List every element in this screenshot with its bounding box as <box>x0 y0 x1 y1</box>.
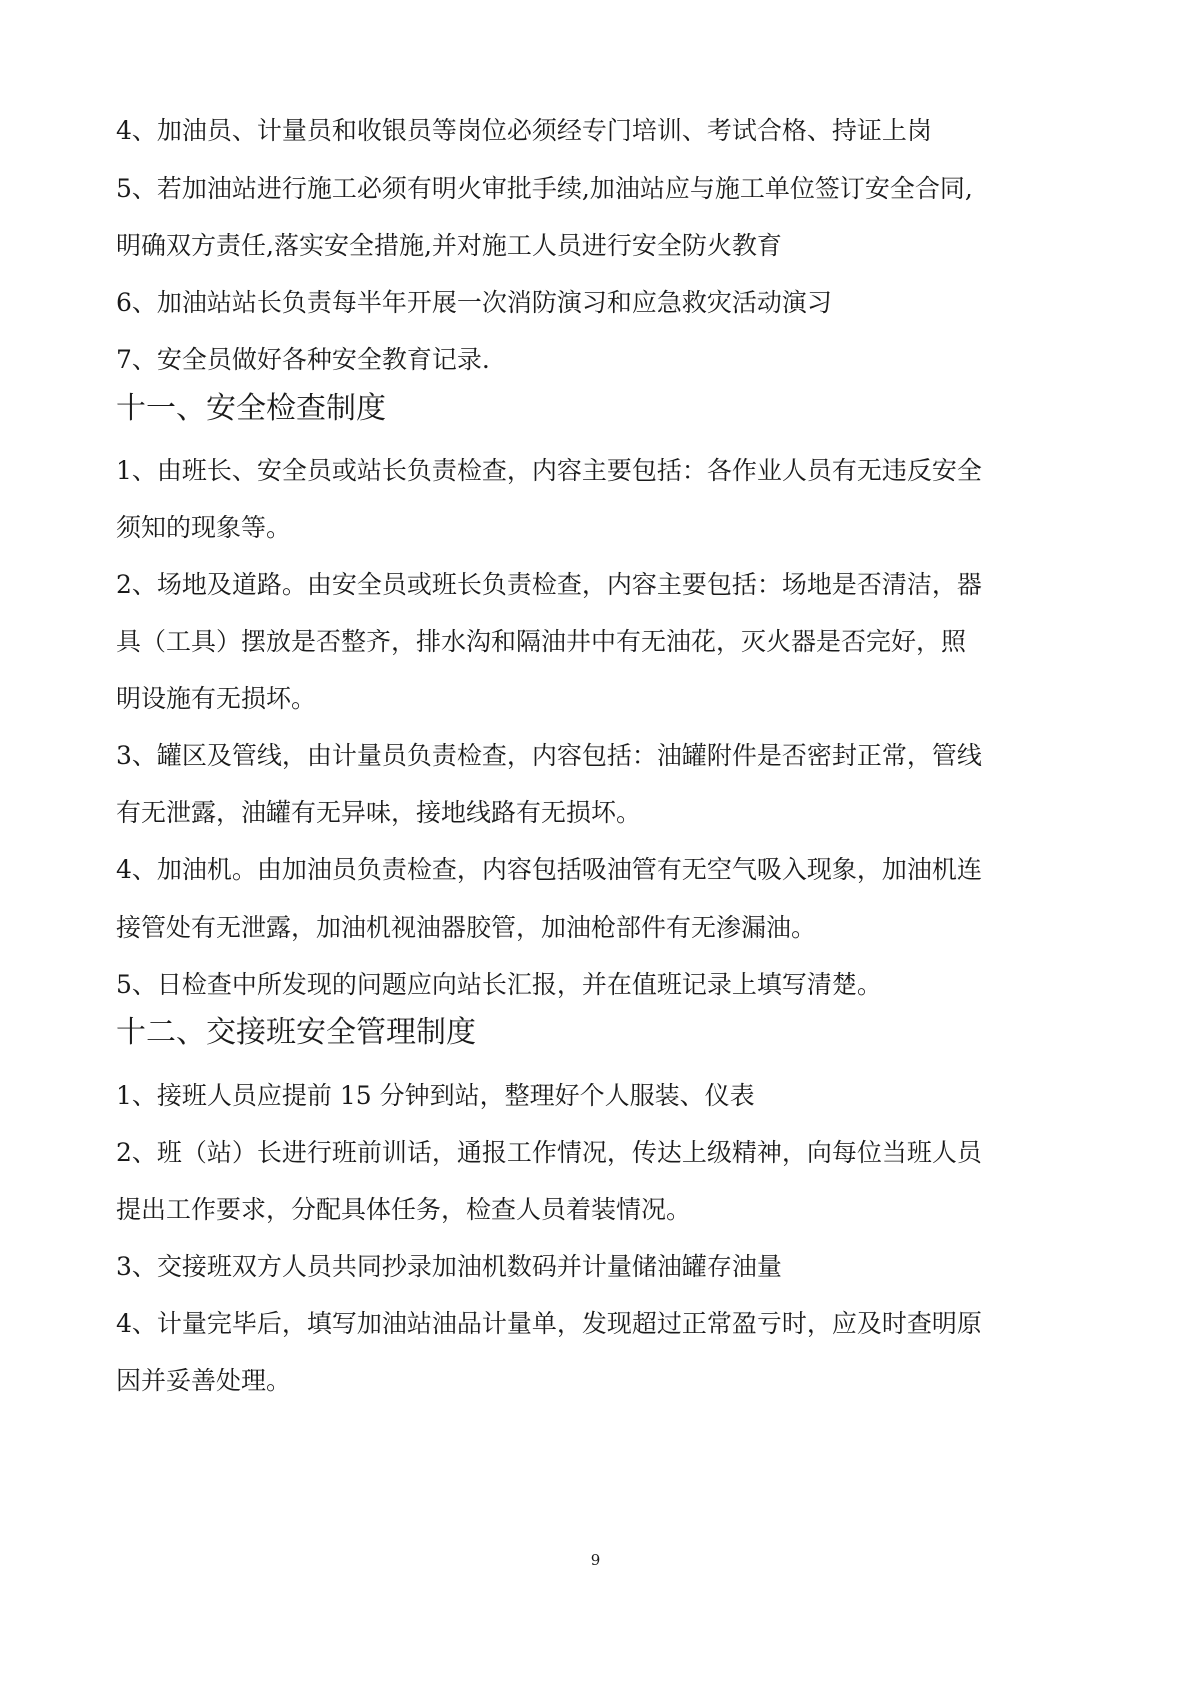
paragraph-line: 3、罐区及管线，由计量员负责检查，内容包括：油罐附件是否密封正常，管线 <box>116 741 982 770</box>
paragraph-line: 有无泄露，油罐有无异味，接地线路有无损坏。 <box>116 798 642 827</box>
paragraph-line: 4、计量完毕后，填写加油站油品计量单，发现超过正常盈亏时，应及时查明原 <box>116 1309 982 1338</box>
paragraph-line: 明设施有无损坏。 <box>116 684 317 713</box>
paragraph-line: 5、若加油站进行施工必须有明火审批手续,加油站应与施工单位签订安全合同, <box>116 174 973 203</box>
section-heading: 十二、交接班安全管理制度 <box>116 1015 476 1050</box>
paragraph-line: 具（工具）摆放是否整齐，排水沟和隔油井中有无油花，灭火器是否完好，照 <box>116 627 967 656</box>
paragraph-line: 因并妥善处理。 <box>116 1366 292 1395</box>
paragraph-line: 6、加油站站长负责每半年开展一次消防演习和应急救灾活动演习 <box>116 288 832 317</box>
paragraph-line: 1、接班人员应提前 15 分钟到站，整理好个人服装、仪表 <box>116 1081 755 1110</box>
paragraph-line: 4、加油员、计量员和收银员等岗位必须经专门培训、考试合格、持证上岗 <box>116 116 932 145</box>
paragraph-line: 2、场地及道路。由安全员或班长负责检查，内容主要包括：场地是否清洁，器 <box>116 570 982 599</box>
paragraph-line: 1、由班长、安全员或站长负责检查，内容主要包括：各作业人员有无违反安全 <box>116 456 982 485</box>
paragraph-line: 5、日检查中所发现的问题应向站长汇报，并在值班记录上填写清楚。 <box>116 970 882 999</box>
paragraph-line: 明确双方责任,落实安全措施,并对施工人员进行安全防火教育 <box>116 231 782 260</box>
paragraph-line: 提出工作要求，分配具体任务，检查人员着装情况。 <box>116 1195 692 1224</box>
paragraph-line: 接管处有无泄露，加油机视油器胶管，加油枪部件有无渗漏油。 <box>116 913 817 942</box>
section-heading: 十一、安全检查制度 <box>116 391 386 426</box>
paragraph-line: 须知的现象等。 <box>116 513 292 542</box>
paragraph-line: 7、安全员做好各种安全教育记录. <box>116 345 490 374</box>
paragraph-line: 3、交接班双方人员共同抄录加油机数码并计量储油罐存油量 <box>116 1252 782 1281</box>
paragraph-line: 4、加油机。由加油员负责检查，内容包括吸油管有无空气吸入现象，加油机连 <box>116 855 982 884</box>
paragraph-line: 2、班（站）长进行班前训话，通报工作情况，传达上级精神，向每位当班人员 <box>116 1138 982 1167</box>
page-number: 9 <box>590 1551 601 1569</box>
